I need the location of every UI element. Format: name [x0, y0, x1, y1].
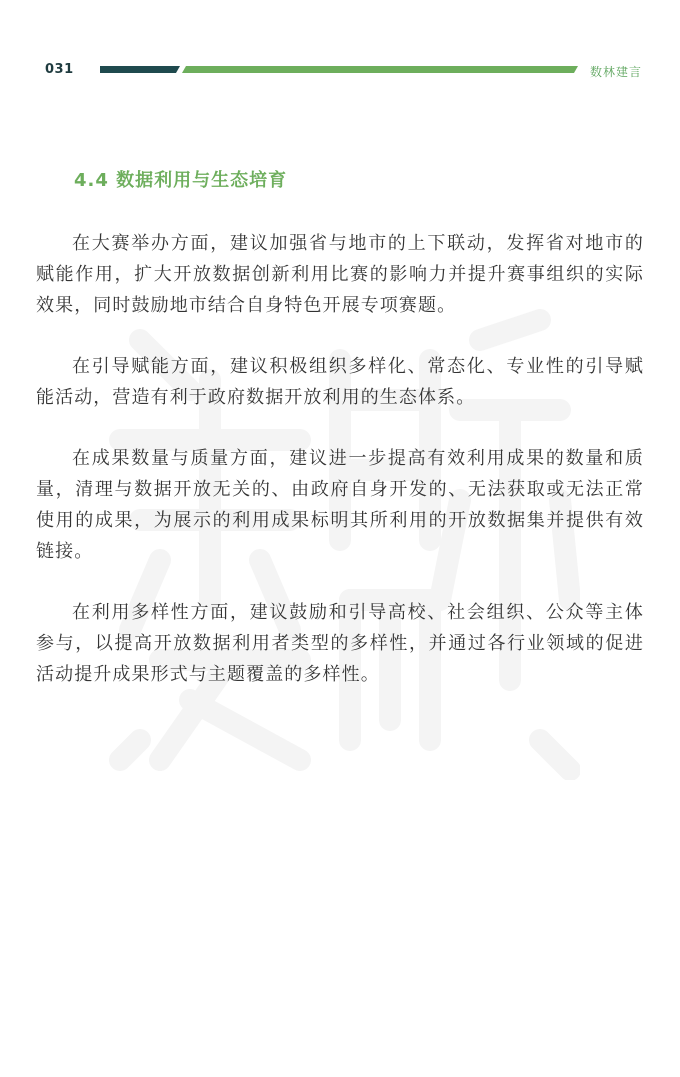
paragraph-quantity-quality: 在成果数量与质量方面，建议进一步提高有效利用成果的数量和质量，清理与数据开放无关的、由政府自身开发的、无法获取或无法正常使用的成果，为展示的利用成果标明其所利用的开放数据集并提供有效链接。 — [36, 448, 644, 562]
paragraph-diversity: 在利用多样性方面，建议鼓励和引导高校、社会组织、公众等主体参与，以提高开放数据利用者类型的多样性，并通过各行业领域的促进活动提升成果形式与主题覆盖的多样性。 — [36, 602, 644, 685]
section-title: 4.4 数据利用与生态培育 — [74, 170, 288, 191]
paragraph-guidance: 在引导赋能方面，建议积极组织多样化、常态化、专业性的引导赋能活动，营造有利于政府数据开放利用的生态体系。 — [36, 356, 644, 408]
page-header — [0, 0, 680, 90]
header-bar-green — [182, 66, 578, 73]
paragraph-competition: 在大赛举办方面，建议加强省与地市的上下联动，发挥省对地市的赋能作用，扩大开放数据创新利用比赛的影响力并提升赛事组织的实际效果，同时鼓励地市结合自身特色开展专项赛题。 — [36, 233, 644, 316]
header-decoration-bars — [100, 66, 580, 74]
body-text — [36, 228, 644, 720]
header-bar-dark — [100, 66, 180, 73]
brand-name: 数林建言 — [589, 65, 642, 79]
page-number: 031 — [45, 62, 74, 77]
